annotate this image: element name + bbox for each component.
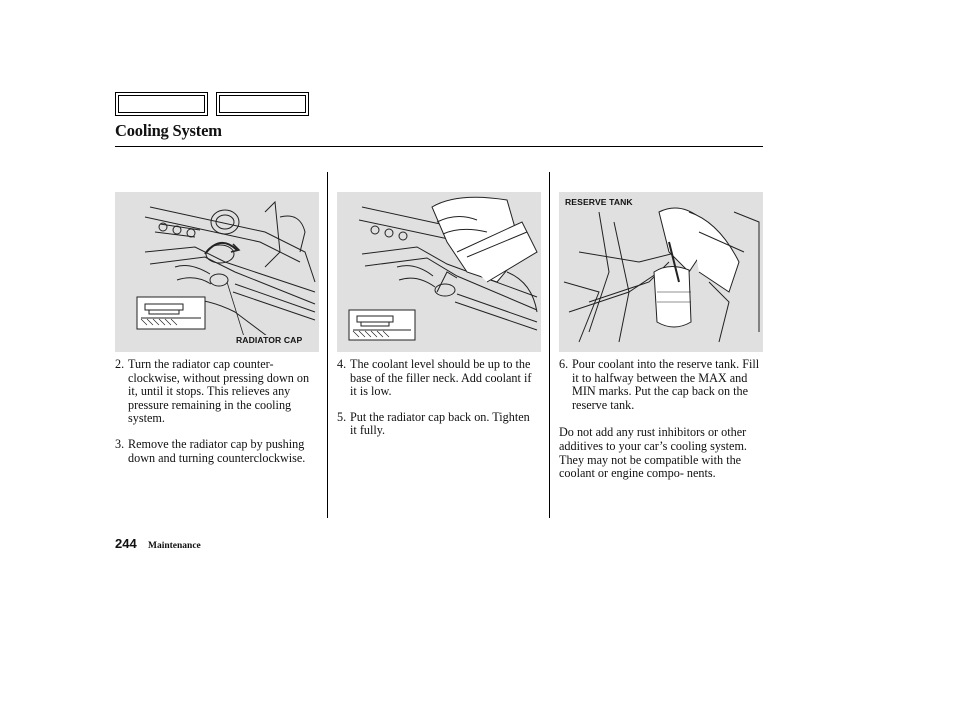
caution-note: Do not add any rust inhibitors or other additives to your car’s cooling system. They may not be compatible with the coolant or engine compo- nents.: [559, 425, 747, 481]
step-item: [559, 358, 765, 412]
figure-filler-neck: [337, 192, 541, 352]
column-divider-1: [327, 172, 328, 518]
step-number: 2.: [115, 357, 125, 371]
step-number: 4.: [337, 357, 347, 371]
figure-label-radiator-cap: RADIATOR CAP: [236, 335, 303, 345]
step-text: Put the radiator cap back on. Tighten it fully.: [350, 409, 530, 438]
header-tab-box-2: [216, 92, 309, 116]
step-text: The coolant level should be up to the base of the filler neck. Add coolant if it is low.: [350, 357, 532, 399]
section-name: Maintenance: [148, 541, 201, 551]
filler-neck-illustration: [337, 192, 541, 352]
step-text: Turn the radiator cap counter- clockwise, without pressing down on it, until it stops. This relieves any pressure remaining in the cooling system.: [128, 357, 310, 426]
step-text: Remove the radiator cap by pushing down and turning counterclockwise.: [128, 436, 306, 465]
column-2: [337, 358, 535, 450]
column-1: [115, 358, 321, 477]
reserve-tank-illustration: [559, 192, 763, 352]
radiator-cap-illustration: [115, 192, 319, 352]
step-item: [337, 358, 535, 399]
step-number: 5.: [337, 409, 347, 424]
step-item: [337, 411, 535, 438]
column-3: [559, 358, 765, 481]
figure-label-reserve-tank: RESERVE TANK: [565, 197, 633, 207]
page-number: 244: [115, 536, 137, 551]
page-title: Cooling System: [115, 121, 222, 140]
step-item: [115, 358, 321, 426]
column-divider-2: [549, 172, 550, 518]
step-number: 3.: [115, 436, 125, 451]
figure-radiator-cap: [115, 192, 319, 352]
step-item: [115, 438, 321, 465]
title-rule: [115, 146, 763, 147]
header-tab-box-1: [115, 92, 208, 116]
figure-reserve-tank: [559, 192, 763, 352]
step-number: 6.: [559, 357, 569, 371]
step-text: Pour coolant into the reserve tank. Fill it to halfway between the MAX and MIN marks. Put the cap back on the reserve tank.: [572, 357, 760, 412]
